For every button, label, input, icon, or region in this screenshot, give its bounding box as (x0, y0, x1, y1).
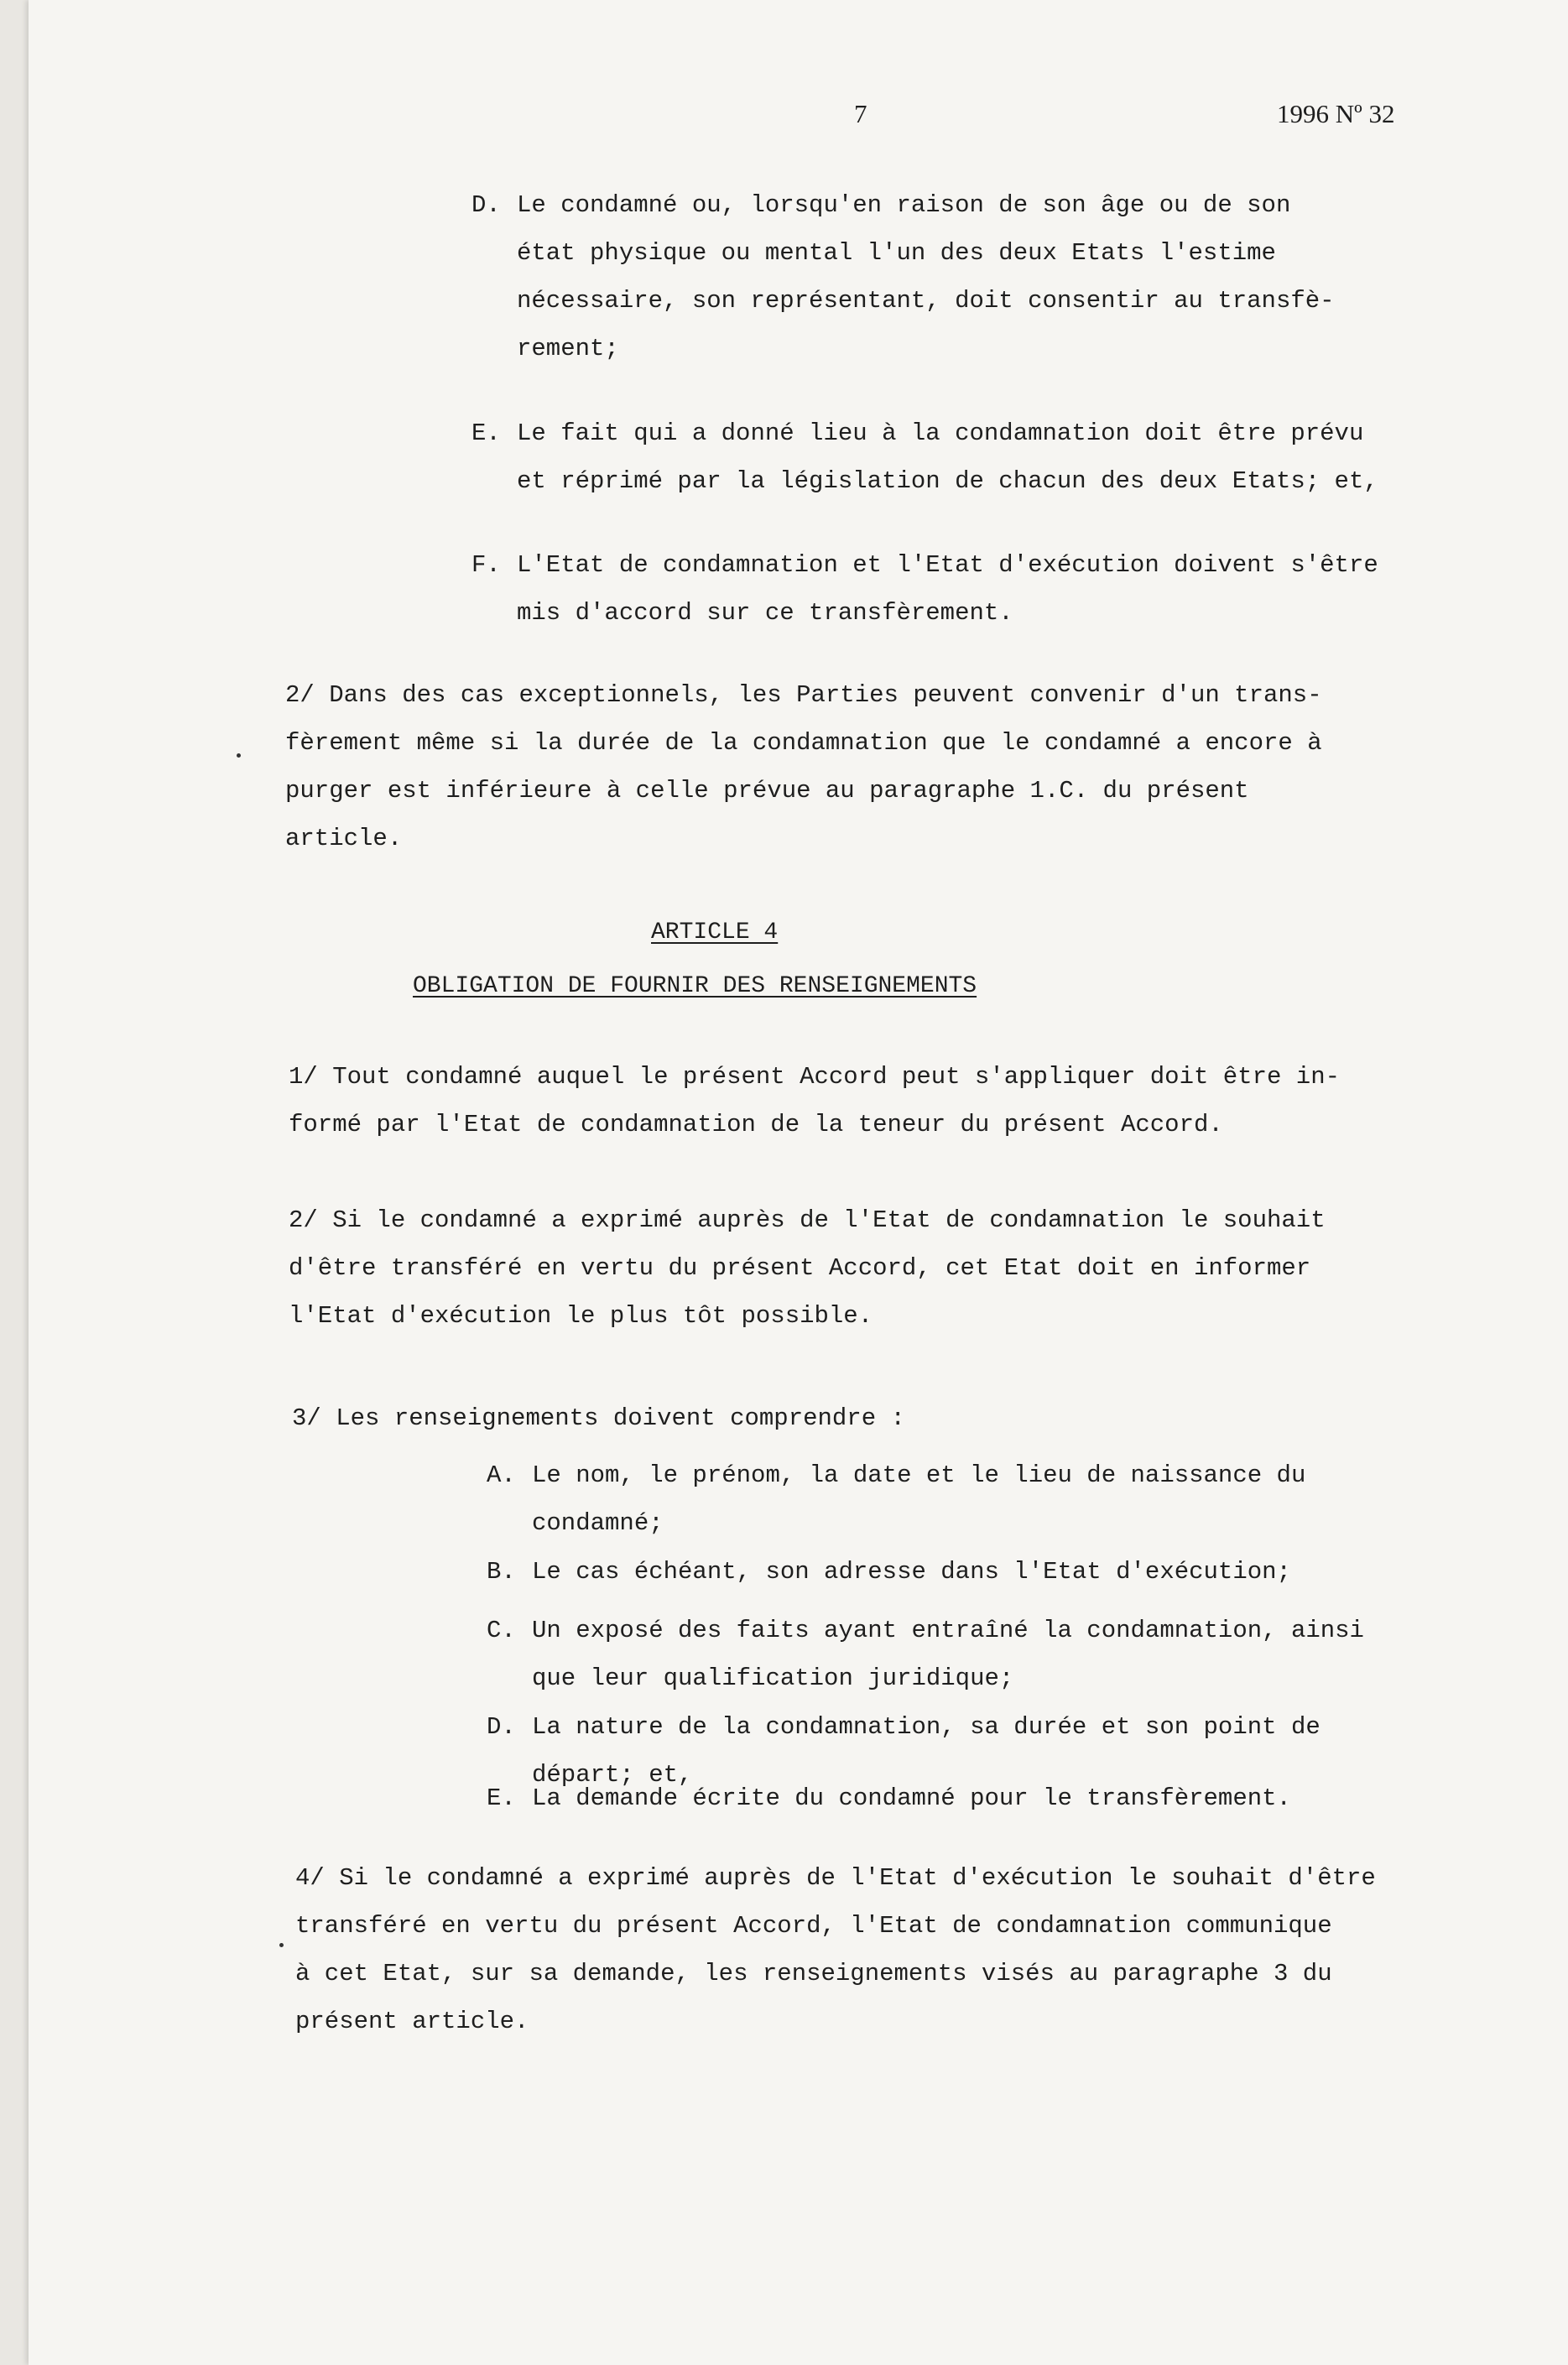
page-number: 7 (854, 99, 867, 128)
item-letter-d: D. (471, 191, 501, 219)
article-4-paragraph-4: 4/ Si le condamné a exprimé auprès de l'Etat d'exécution le souhait d'être transféré en vertu du présent Accord, l'Etat de condamnation communique à cet Etat, sur sa demande, les renseignements visés au paragraphe 3 du présent article. (295, 1864, 1376, 2035)
article-4-paragraph-1: 1/ Tout condamné auquel le présent Accord peut s'appliquer doit être in- formé par l'Etat de condamnation de la teneur du présent Accord. (289, 1063, 1341, 1138)
info-item-a-text: Le nom, le prénom, la date et le lieu de naissance du condamné; (532, 1461, 1306, 1537)
item-e-text: Le fait qui a donné lieu à la condamnation doit être prévu et réprimé par la législation de chacun des deux Etats; et, (517, 419, 1378, 495)
document-reference: 1996 Nº 32 (1277, 99, 1395, 128)
item-f-text: L'Etat de condamnation et l'Etat d'exécution doivent s'être mis d'accord sur ce transfèrement. (517, 551, 1378, 627)
info-item-letter-b: B. (487, 1558, 516, 1586)
article-title-heading: OBLIGATION DE FOURNIR DES RENSEIGNEMENTS (413, 973, 977, 999)
info-item-c-text: Un exposé des faits ayant entraîné la condamnation, ainsi que leur qualification juridique; (532, 1617, 1364, 1692)
item-letter-f: F. (471, 551, 501, 579)
info-item-d-text: La nature de la condamnation, sa durée et son point de départ; et, (532, 1713, 1321, 1789)
item-d-text: Le condamné ou, lorsqu'en raison de son âge ou de son état physique ou mental l'un des deux Etats l'estime nécessaire, son représentant, doit consentir au transfè- rement; (517, 191, 1335, 362)
margin-dot-mark (279, 1943, 284, 1947)
item-letter-e: E. (471, 419, 501, 447)
margin-dot-mark (237, 753, 241, 758)
article-4-paragraph-3-intro: 3/ Les renseignements doivent comprendre : (292, 1404, 905, 1432)
info-item-letter-a: A. (487, 1461, 516, 1489)
info-item-letter-c: C. (487, 1617, 516, 1644)
info-item-letter-d: D. (487, 1713, 516, 1741)
info-item-letter-e: E. (487, 1784, 516, 1812)
article-4-paragraph-2: 2/ Si le condamné a exprimé auprès de l'Etat de condamnation le souhait d'être transféré en vertu du présent Accord, cet Etat doit en informer l'Etat d'exécution le plus tôt possible. (289, 1206, 1326, 1330)
info-item-b-text: Le cas échéant, son adresse dans l'Etat d'exécution; (532, 1558, 1291, 1586)
paragraph-2: 2/ Dans des cas exceptionnels, les Parties peuvent convenir d'un trans- fèrement même si la durée de la condamnation que le condamné a encore à purger est inférieure à celle prévue au paragraphe 1.C. du présent article. (285, 681, 1322, 852)
article-number-heading: ARTICLE 4 (651, 919, 779, 945)
info-item-e-text: La demande écrite du condamné pour le transfèrement. (532, 1784, 1291, 1812)
